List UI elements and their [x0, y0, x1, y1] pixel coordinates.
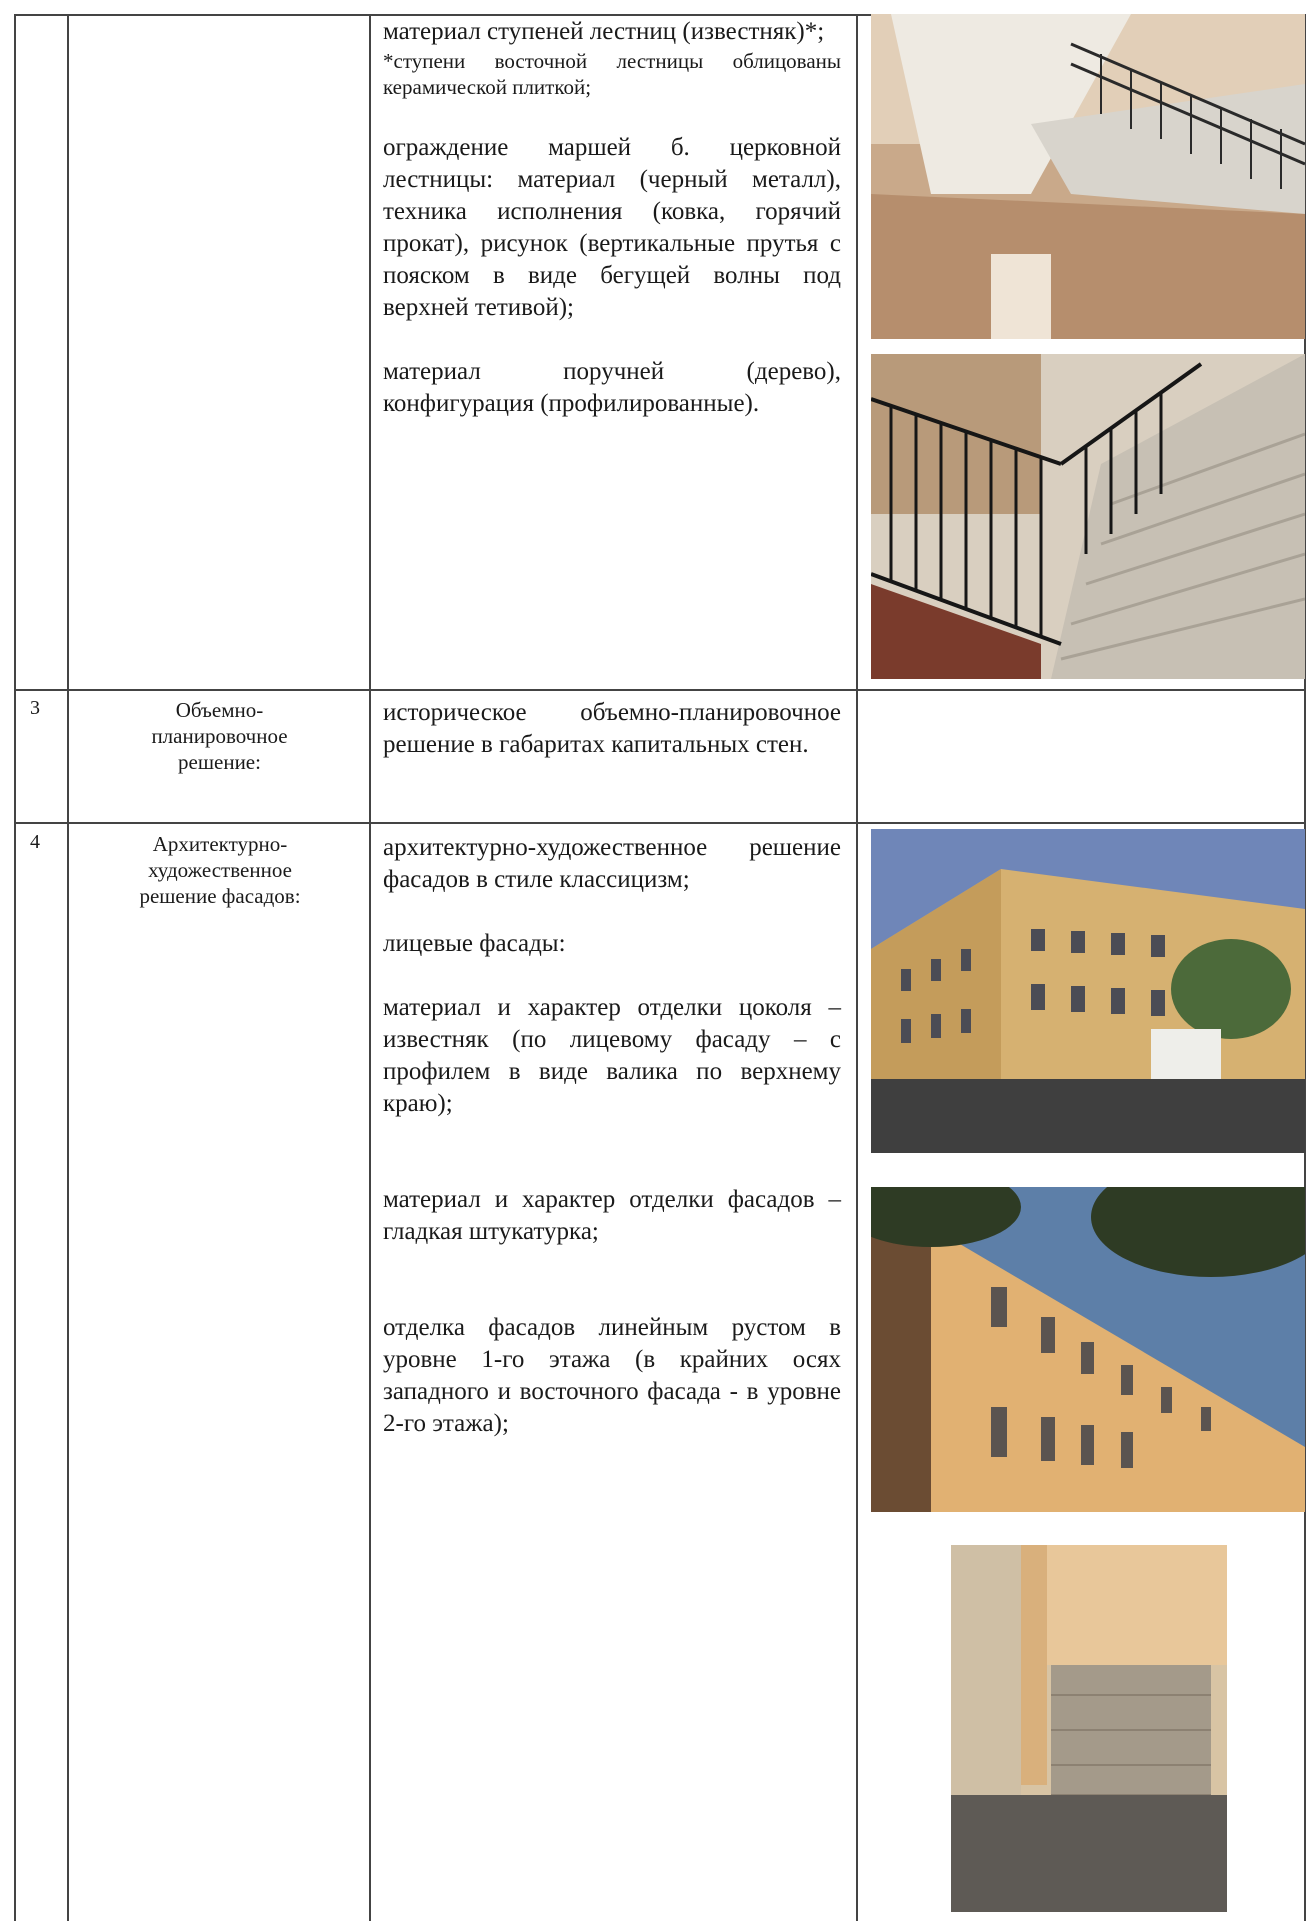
table-border-left	[14, 14, 16, 1921]
paragraph: архитектурно-художественное решение фасадов в стиле классицизм;	[383, 834, 841, 893]
paragraph: историческое объемно-планировочное решение в габаритах капитальных стен.	[383, 699, 841, 758]
staircase-photo-1	[871, 14, 1305, 339]
table-border-col3	[856, 14, 858, 1921]
row-number: 3	[30, 697, 40, 719]
row1-description	[383, 16, 841, 420]
paragraph: лицевые фасады:	[383, 930, 566, 957]
paragraph-note: *ступени восточной лестницы облицованы керамической плиткой;	[383, 49, 841, 99]
staircase-photo-2	[871, 354, 1305, 679]
paragraph: материал поручней (дерево), конфигурация (профилированные).	[383, 358, 841, 417]
row-title: Объемно-планировочное решение:	[151, 698, 288, 774]
table-border-col2	[369, 14, 371, 1921]
plinth-photo	[951, 1545, 1227, 1912]
paragraph: отделка фасадов линейным рустом в уровне 1-го этажа (в крайних осях западного и восточного фасада - в уровне 2-го этажа);	[383, 1314, 841, 1437]
row3-description	[383, 697, 841, 761]
row-divider-2	[14, 822, 1306, 824]
facade-photo-2	[871, 1187, 1305, 1512]
paragraph: материал ступеней лестниц (известняк)*;	[383, 18, 825, 45]
row-divider-1	[14, 689, 1306, 691]
paragraph: материал и характер отделки цоколя – известняк (по лицевому фасаду – с профилем в виде валика по верхнему краю);	[383, 994, 841, 1117]
facade-photo-1	[871, 829, 1305, 1153]
paragraph: ограждение маршей б. церковной лестницы: материал (черный металл), техника исполнения (ковка, горячий прокат), рисунок (вертикальные прутья с пояском в виде бегущей волны под верхней тетивой);	[383, 134, 841, 321]
paragraph: материал и характер отделки фасадов – гладкая штукатурка;	[383, 1186, 841, 1245]
row-title: Архитектурно-художественное решение фасадов:	[139, 832, 301, 908]
row4-description	[383, 832, 841, 1440]
row-number: 4	[30, 831, 40, 853]
table-border-col1	[67, 14, 69, 1921]
